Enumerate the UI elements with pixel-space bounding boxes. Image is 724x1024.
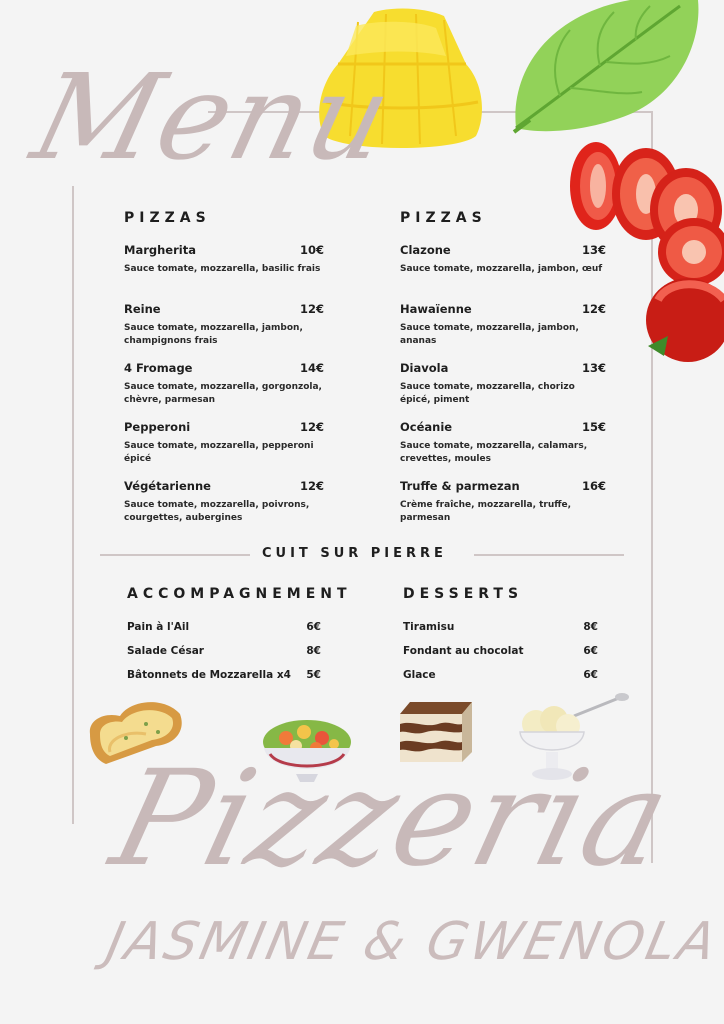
- cuit-sur-pierre-label: CUIT SUR PIERRE: [262, 546, 447, 561]
- item-description: Crème fraîche, mozzarella, truffe, parmesan: [400, 500, 572, 523]
- item-price: 12€: [299, 302, 324, 316]
- pizzas-column-1-title: PIZZAS: [124, 210, 211, 226]
- menu-item: [124, 361, 324, 407]
- item-price: 10€: [299, 243, 324, 257]
- basil-leaf-icon: [510, 0, 700, 135]
- item-description: Sauce tomate, mozzarella, basilic frais: [124, 264, 321, 274]
- item-description: Sauce tomate, mozzarella, chorizo épicé, piment: [400, 382, 575, 405]
- dessert-item: [403, 645, 598, 657]
- item-price: 8€: [306, 645, 321, 657]
- item-price: 14€: [299, 361, 324, 375]
- item-price: 5€: [306, 669, 321, 681]
- item-name: Salade César: [127, 645, 204, 657]
- item-name: Diavola: [400, 361, 449, 375]
- item-price: 12€: [581, 302, 606, 316]
- item-price: 8€: [583, 621, 598, 633]
- menu-item: [400, 361, 606, 407]
- menu-item: [400, 302, 606, 348]
- menu-item: [400, 243, 606, 276]
- desserts-title: DESSERTS: [403, 586, 524, 602]
- item-price: 12€: [299, 420, 324, 434]
- menu-item: [124, 420, 324, 466]
- item-name: Pain à l'Ail: [127, 621, 190, 633]
- item-price: 13€: [581, 243, 606, 257]
- pizzeria-script-title: Pizzeria: [98, 742, 686, 896]
- item-description: Sauce tomate, mozzarella, jambon, œuf: [400, 264, 603, 274]
- divider-line-left: [100, 554, 250, 556]
- item-description: Sauce tomate, mozzarella, jambon, champignons frais: [124, 323, 303, 346]
- menu-item: [124, 302, 324, 348]
- owners-names: JASMINE & GWENOLA: [101, 912, 724, 972]
- menu-item: [400, 420, 606, 466]
- item-name: Glace: [403, 669, 436, 681]
- item-name: Océanie: [400, 420, 453, 434]
- dessert-item: [403, 621, 598, 633]
- divider-line-right: [474, 554, 624, 556]
- item-price: 6€: [583, 645, 598, 657]
- item-description: Sauce tomate, mozzarella, calamars, crevettes, moules: [400, 441, 588, 464]
- item-price: 6€: [583, 669, 598, 681]
- item-price: 12€: [299, 479, 324, 493]
- dessert-item: [403, 669, 598, 681]
- item-name: Fondant au chocolat: [403, 645, 524, 657]
- item-price: 16€: [581, 479, 606, 493]
- item-name: Margherita: [124, 243, 196, 257]
- item-description: Sauce tomate, mozzarella, pepperoni épicé: [124, 441, 314, 464]
- item-name: 4 Fromage: [124, 361, 193, 375]
- side-item: [127, 621, 321, 633]
- item-name: Truffe & parmezan: [400, 479, 520, 493]
- item-name: Reine: [124, 302, 161, 316]
- menu-script-title: Menu: [20, 48, 406, 186]
- side-item: [127, 645, 321, 657]
- frame-line-left: [72, 186, 74, 824]
- accompagnement-title: ACCOMPAGNEMENT: [127, 586, 352, 602]
- item-name: Tiramisu: [403, 621, 455, 633]
- item-name: Clazone: [400, 243, 451, 257]
- item-description: Sauce tomate, mozzarella, gorgonzola, chèvre, parmesan: [124, 382, 322, 405]
- item-name: Végétarienne: [124, 479, 211, 493]
- menu-item: [400, 479, 606, 525]
- item-price: 13€: [581, 361, 606, 375]
- menu-item: [124, 243, 324, 276]
- side-item: [127, 669, 321, 681]
- item-description: Sauce tomate, mozzarella, jambon, ananas: [400, 323, 579, 346]
- pizzas-column-2-title: PIZZAS: [400, 210, 487, 226]
- item-price: 15€: [581, 420, 606, 434]
- menu-item: [124, 479, 324, 525]
- item-description: Sauce tomate, mozzarella, poivrons, courgettes, aubergines: [124, 500, 310, 523]
- item-name: Bâtonnets de Mozzarella x4: [127, 669, 291, 681]
- item-price: 6€: [306, 621, 321, 633]
- item-name: Hawaïenne: [400, 302, 472, 316]
- item-name: Pepperoni: [124, 420, 191, 434]
